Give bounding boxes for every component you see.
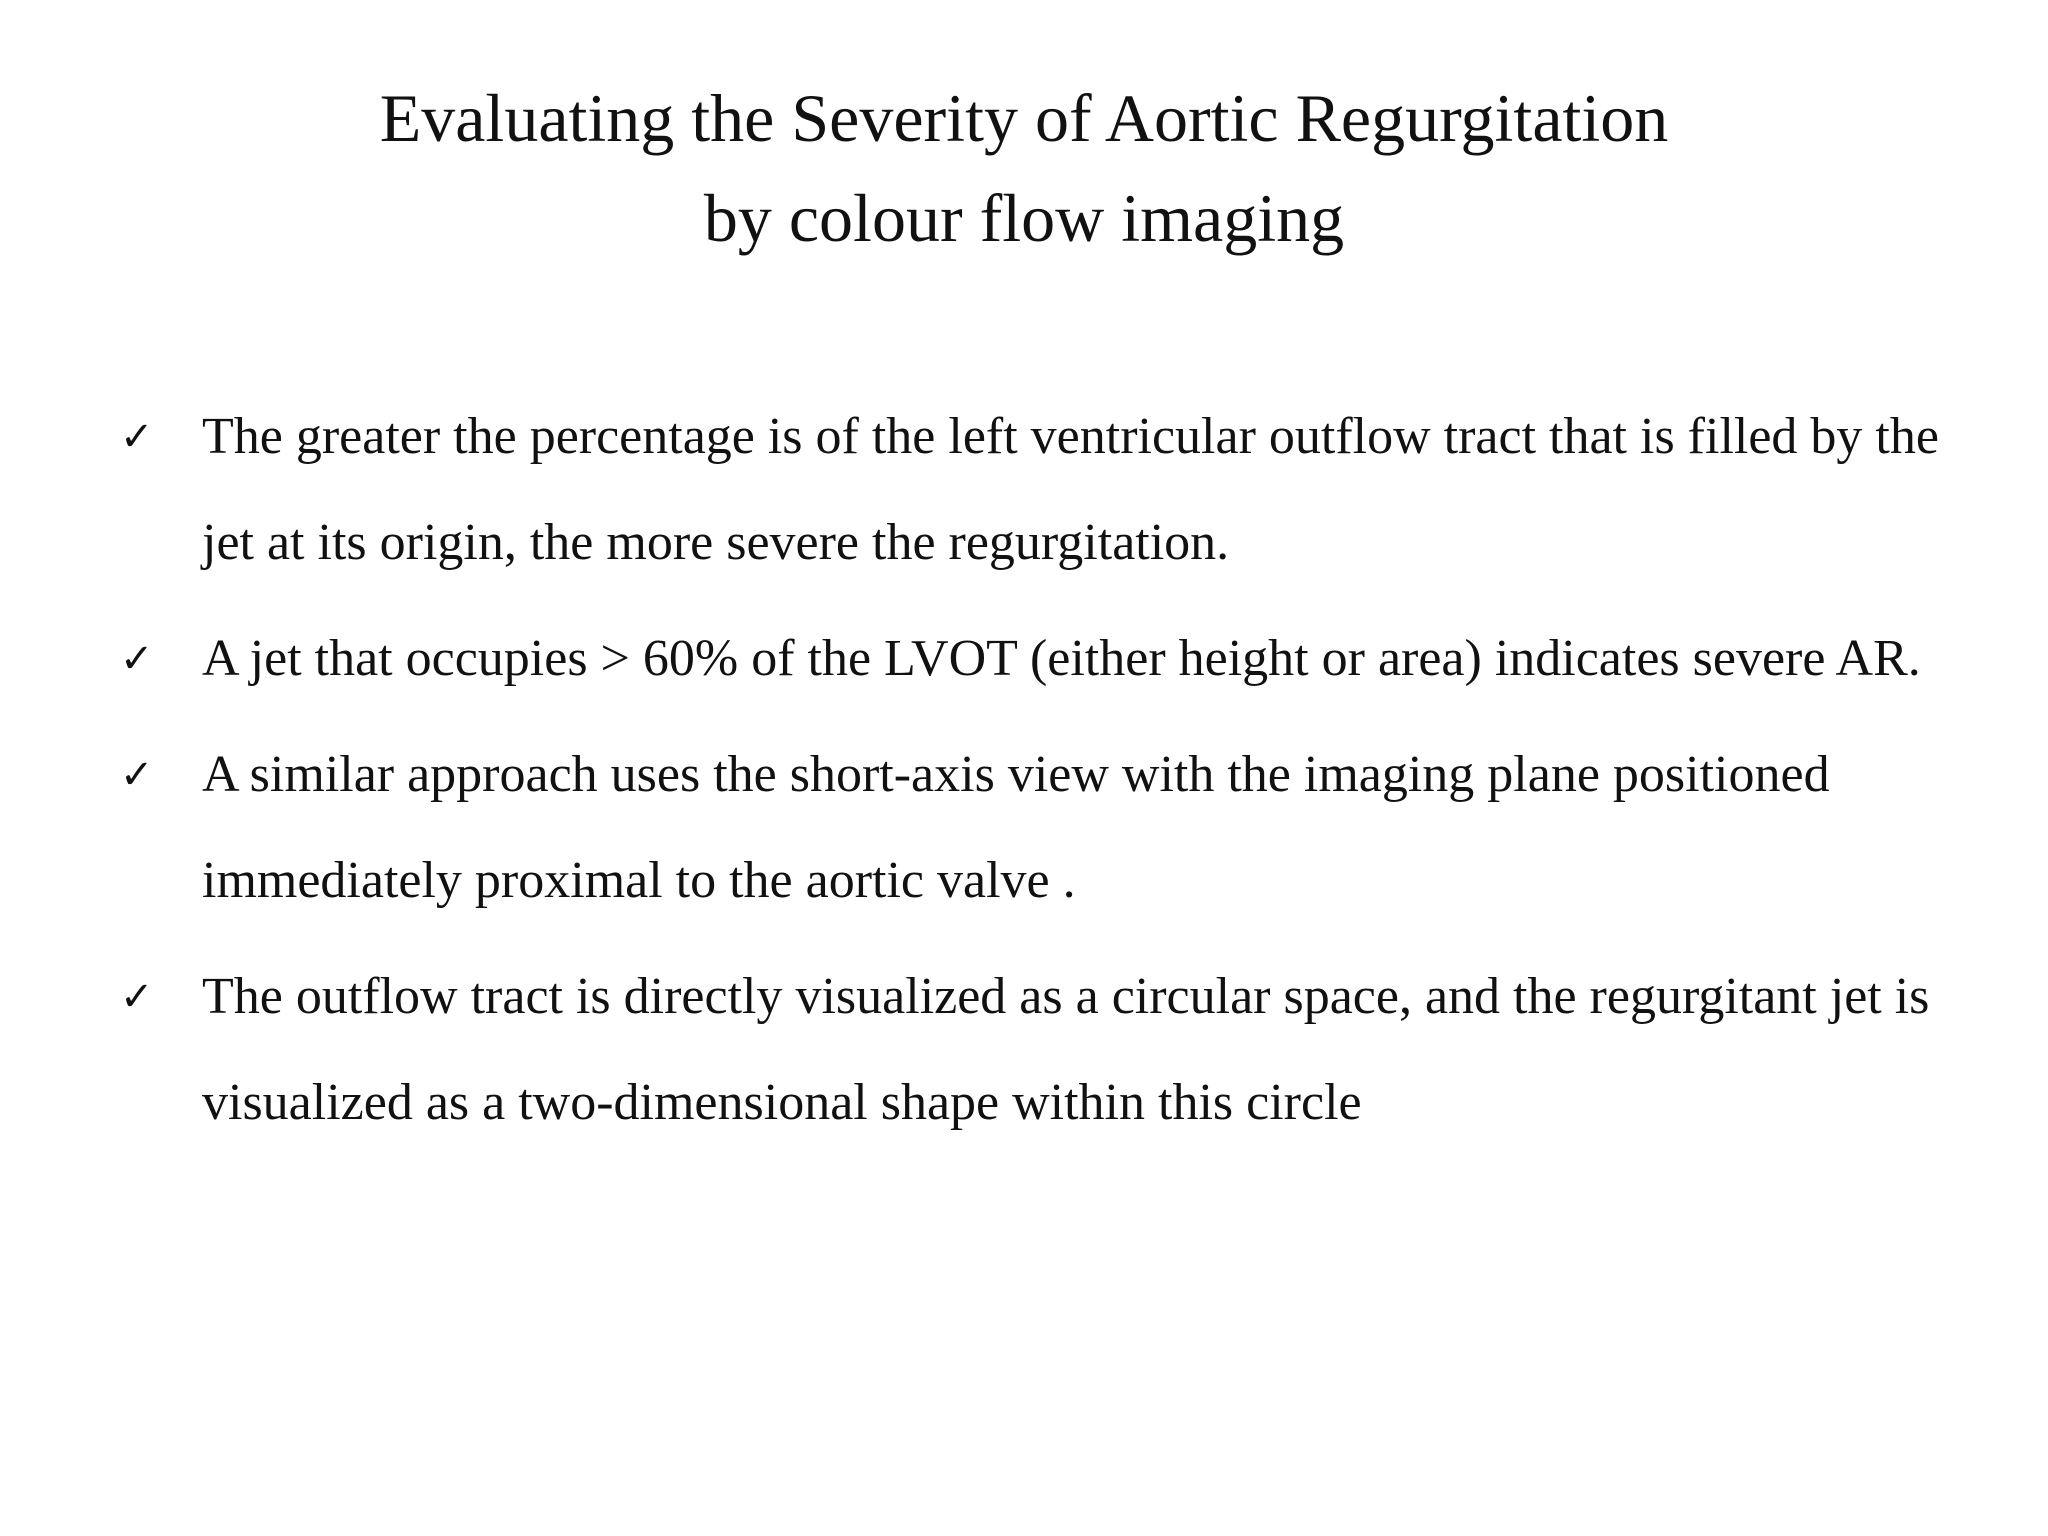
title-line-1: Evaluating the Severity of Aortic Regurgitation [379, 80, 1669, 156]
slide-title [0, 68, 2048, 268]
checkmark-icon: ✓ [120, 636, 154, 682]
bullet-text: The greater the percentage is of the left ventricular outflow tract that is filled by the jet at its origin, the more severe the regurgitation. [202, 408, 1939, 571]
checkmark-icon: ✓ [120, 414, 154, 460]
bullet-text: A jet that occupies > 60% of the LVOT (either height or area) indicates severe AR. [202, 630, 1921, 687]
checkmark-icon: ✓ [120, 974, 154, 1020]
bullet-item [120, 606, 1980, 712]
bullet-item [120, 722, 1980, 934]
bullet-text: A similar approach uses the short-axis view with the imaging plane positioned immediately proximal to the aortic valve . [202, 746, 1830, 909]
bullet-list [120, 384, 1980, 1166]
title-line-2: by colour flow imaging [703, 180, 1345, 256]
checkmark-icon: ✓ [120, 752, 154, 798]
bullet-text: The outflow tract is directly visualized as a circular space, and the regurgitant jet is visualized as a two-dimensional shape within this circle [202, 968, 1930, 1131]
bullet-item [120, 384, 1980, 596]
bullet-item [120, 944, 1980, 1156]
